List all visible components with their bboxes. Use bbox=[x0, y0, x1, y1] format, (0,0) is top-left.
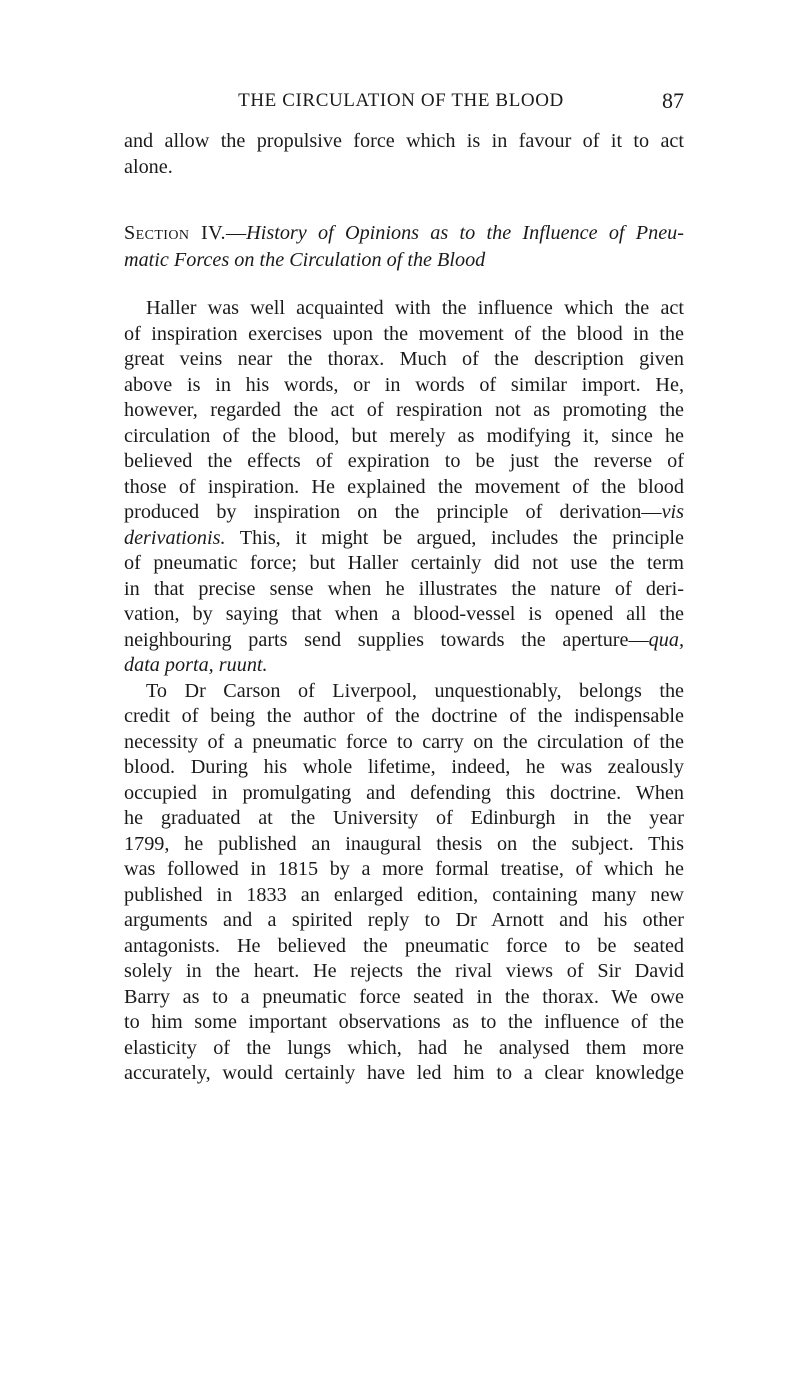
text-line: vation, by saying that when a blood-vessel is opened all the bbox=[124, 603, 684, 625]
text-line: occupied in promulgating and defending this doctrine. When bbox=[124, 781, 684, 804]
section-title-line1: History of Opinions as to the Influence of Pneu- bbox=[246, 222, 684, 244]
text-line: accurately, would certainly have led him to a clear knowledge bbox=[124, 1062, 684, 1084]
text-line: Haller was well acquainted with the influence which the act bbox=[146, 297, 684, 319]
text-line: great veins near the thorax. Much of the description given bbox=[124, 348, 684, 370]
text-line: To Dr Carson of Liverpool, unquestionably, belongs the bbox=[146, 679, 684, 702]
qua-term: qua, bbox=[648, 628, 684, 651]
text-line: credit of being the author of the doctrine of the indispensable bbox=[124, 705, 684, 727]
text-line: 1799, he published an inaugural thesis on the subject. This bbox=[124, 832, 684, 855]
text-line: circulation of the blood, but merely as modifying it, since he bbox=[124, 424, 684, 447]
text-segment: produced by inspiration on the principle of derivation— bbox=[124, 501, 662, 523]
text-line: necessity of a pneumatic force to carry on the circulation of the bbox=[124, 730, 684, 753]
text-line: was followed in 1815 by a more formal treatise, of which he bbox=[124, 858, 684, 880]
page-number: 87 bbox=[662, 88, 684, 113]
latin-phrase: data porta, ruunt. bbox=[124, 654, 268, 676]
text-line: he graduated at the University of Edinburgh in the year bbox=[124, 807, 684, 829]
text-line: to him some important observations as to the influence of the bbox=[124, 1011, 684, 1033]
text-line: elasticity of the lungs which, had he analysed them more bbox=[124, 1036, 684, 1059]
text-line: however, regarded the act of respiration not as promoting the bbox=[124, 399, 684, 421]
text-line bbox=[124, 628, 684, 654]
vis-term: vis bbox=[661, 501, 684, 523]
text-line: solely in the heart. He rejects the rival views of Sir David bbox=[124, 960, 684, 982]
running-header bbox=[118, 90, 684, 116]
body-text bbox=[124, 129, 684, 1087]
text-line bbox=[124, 526, 684, 552]
text-line: believed the effects of expiration to be just the reverse of bbox=[124, 450, 684, 472]
text-line: arguments and a spirited reply to Dr Arnott and his other bbox=[124, 909, 684, 931]
text-line: of pneumatic force; but Haller certainly did not use the term bbox=[124, 552, 684, 574]
text-line: blood. During his whole lifetime, indeed, he was zealously bbox=[124, 756, 684, 778]
text-line: above is in his words, or in words of similar import. He, bbox=[124, 373, 684, 396]
text-line: of inspiration exercises upon the movement of the blood in the bbox=[124, 322, 684, 345]
text-segment: neighbouring parts send supplies towards the aperture— bbox=[124, 628, 649, 651]
section-title-line2: matic Forces on the Circulation of the Blood bbox=[124, 249, 486, 271]
text-line: those of inspiration. He explained the movement of the blood bbox=[124, 475, 684, 498]
text-line bbox=[124, 500, 684, 526]
text-line: in that precise sense when he illustrates the nature of deri- bbox=[124, 577, 684, 600]
section-label: Section IV. bbox=[124, 222, 226, 244]
section-dash: — bbox=[225, 222, 247, 244]
text-line: and allow the propulsive force which is in favour of it to act bbox=[124, 130, 684, 152]
text-line: Barry as to a pneumatic force seated in the thorax. We owe bbox=[124, 985, 684, 1008]
running-title: THE CIRCULATION OF THE BLOOD bbox=[238, 90, 564, 111]
text-segment: This, it might be argued, includes the principle bbox=[225, 526, 684, 549]
text-line: published in 1833 an enlarged edition, containing many new bbox=[124, 883, 684, 906]
text-line: antagonists. He believed the pneumatic force to be seated bbox=[124, 934, 684, 957]
section-heading bbox=[124, 220, 684, 274]
text-line: alone. bbox=[124, 155, 173, 178]
derivationis-term: derivationis. bbox=[124, 526, 226, 549]
